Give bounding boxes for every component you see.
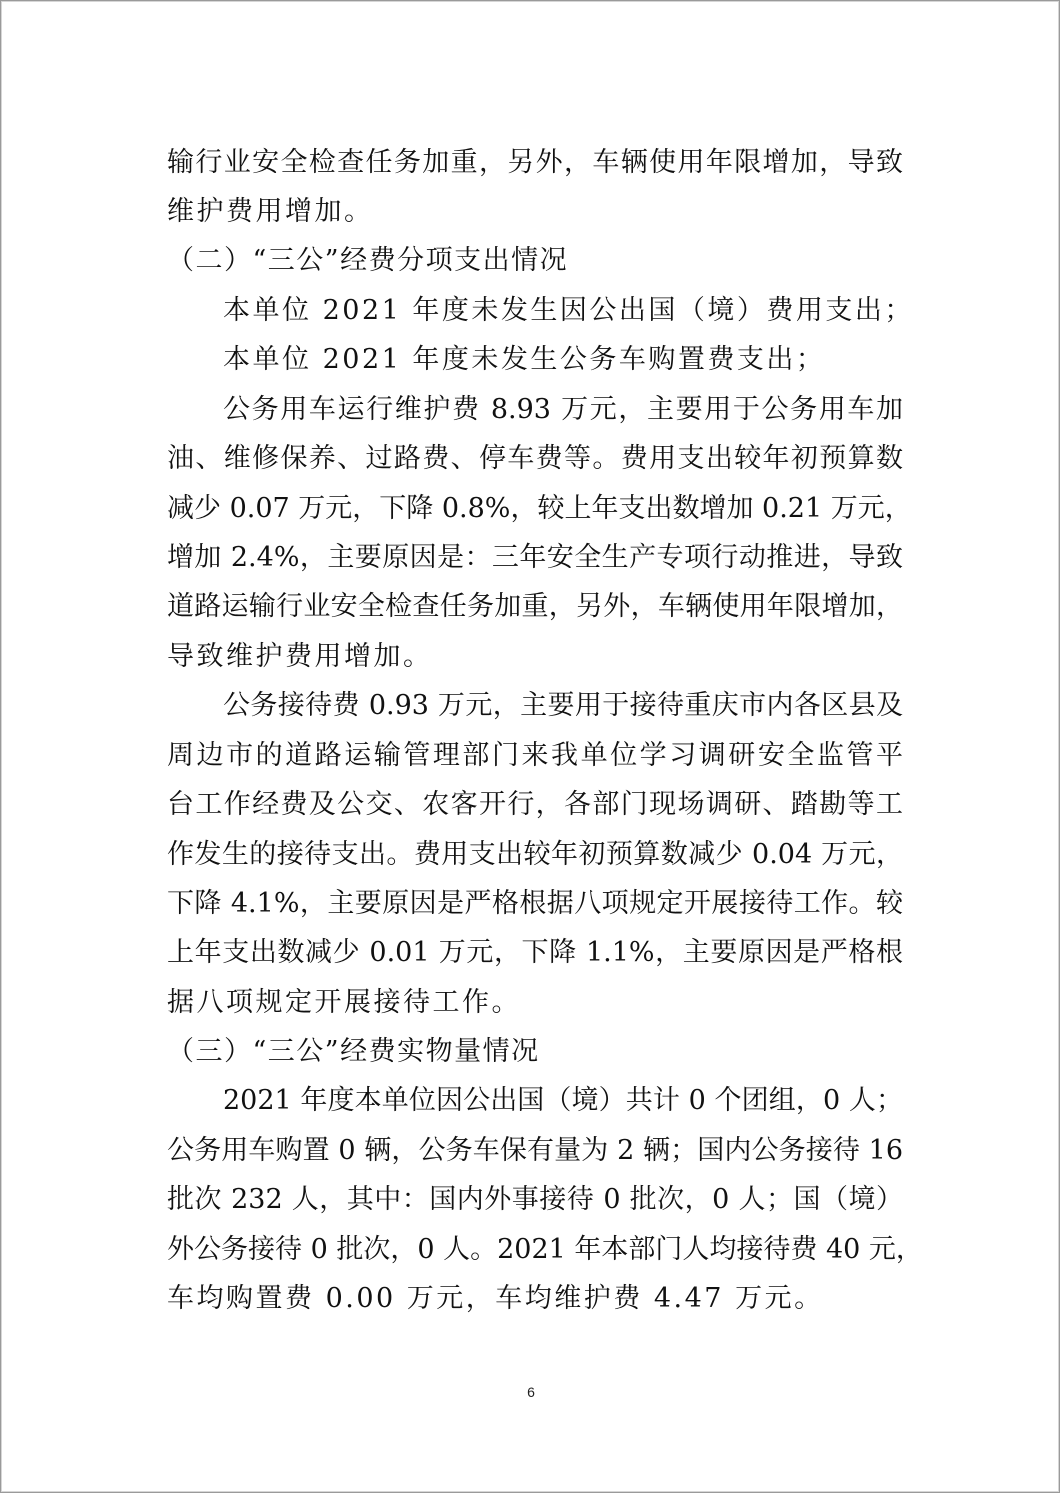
body-text-line: 外公务接待 0 批次，0 人。2021 年本部门人均接待费 40 元， <box>167 1234 923 1265</box>
section-heading: （三）“三公”经费实物量情况 <box>167 1036 540 1067</box>
body-text-line: 本单位 2021 年度未发生因公出国（境）费用支出； <box>223 295 914 326</box>
body-text-line: 上年支出数减少 0.01 万元，下降 1.1%，主要原因是严格根 <box>167 937 903 968</box>
body-text-line: 公务接待费 0.93 万元，主要用于接待重庆市内各区县及 <box>223 690 903 721</box>
body-text-line: 车均购置费 0.00 万元，车均维护费 4.47 万元。 <box>167 1283 824 1314</box>
body-text-line: 据八项规定开展接待工作。 <box>167 987 521 1018</box>
body-text-line: 作发生的接待支出。费用支出较年初预算数减少 0.04 万元， <box>167 839 903 870</box>
body-text-line: 油、维修保养、过路费、停车费等。费用支出较年初预算数 <box>167 443 903 474</box>
body-text-line: 公务用车购置 0 辆，公务车保有量为 2 辆；国内公务接待 16 <box>167 1135 903 1166</box>
body-text-line: 下降 4.1%，主要原因是严格根据八项规定开展接待工作。较 <box>167 888 903 919</box>
body-text-line: 2021 年度本单位因公出国（境）共计 0 个团组，0 人； <box>223 1085 903 1116</box>
section-heading: （二）“三公”经费分项支出情况 <box>167 245 569 276</box>
body-text-line: 维护费用增加。 <box>167 196 374 227</box>
body-text-line: 道路运输行业安全检查任务加重，另外，车辆使用年限增加， <box>167 591 903 622</box>
body-text-line: 周边市的道路运输管理部门来我单位学习调研安全监管平 <box>167 740 903 771</box>
body-text-line: 台工作经费及公交、农客开行，各部门现场调研、踏勘等工 <box>167 789 903 820</box>
body-text-line: 本单位 2021 年度未发生公务车购置费支出； <box>223 344 826 375</box>
body-text-line: 导致维护费用增加。 <box>167 641 433 672</box>
body-text-line: 公务用车运行维护费 8.93 万元，主要用于公务用车加 <box>223 394 903 425</box>
body-text-line: 输行业安全检查任务加重，另外，车辆使用年限增加，导致 <box>167 147 903 178</box>
body-text-line: 减少 0.07 万元，下降 0.8%，较上年支出数增加 0.21 万元， <box>167 493 912 524</box>
body-text-line: 批次 232 人，其中：国内外事接待 0 批次，0 人；国（境） <box>167 1184 903 1215</box>
body-text-line: 增加 2.4%，主要原因是：三年安全生产专项行动推进，导致 <box>167 542 903 573</box>
page-number: 6 <box>527 1384 535 1400</box>
